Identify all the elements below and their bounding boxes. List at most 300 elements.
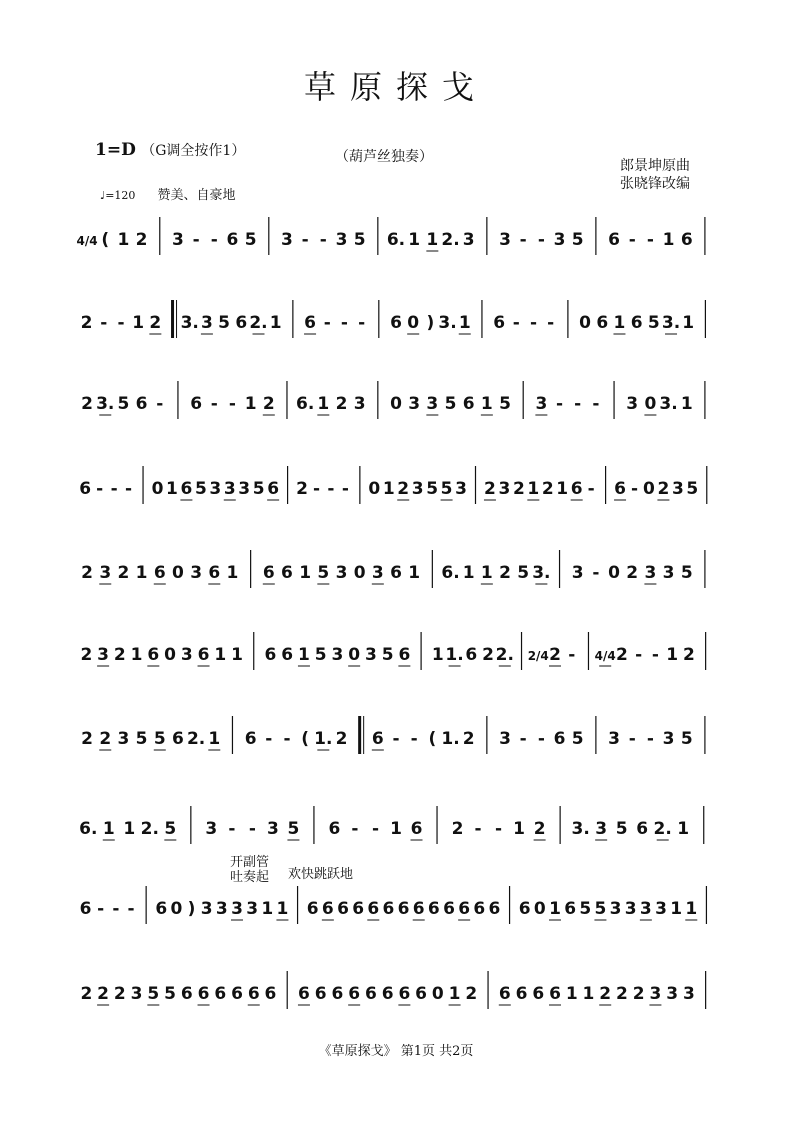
note: 3 [455, 479, 467, 499]
note: 6 [458, 899, 471, 919]
score-row-svg [78, 630, 714, 690]
note: 1 [480, 563, 493, 583]
note: 6 [564, 899, 577, 919]
note: - [125, 479, 133, 499]
note: 1 [670, 899, 683, 919]
note: - [574, 394, 582, 414]
perform-note-line-2: 吐奏起 [230, 870, 270, 885]
note: 2 [296, 479, 308, 499]
note: 5 [147, 984, 160, 1004]
note: 2 [484, 479, 496, 499]
note: 6 [630, 313, 643, 333]
note: - [117, 313, 125, 333]
note: 6. [441, 563, 460, 583]
note: 2 [465, 984, 478, 1004]
note: 5 [194, 479, 207, 499]
note: 6 [397, 899, 410, 919]
note: 6 [348, 984, 361, 1004]
score-row [78, 819, 714, 862]
note: - [358, 313, 366, 333]
note: 2 [599, 984, 612, 1004]
note: 2 [462, 729, 475, 749]
note: 5 [579, 899, 592, 919]
note: 3 [553, 230, 566, 250]
note: 5 [571, 230, 584, 250]
note: 3 [223, 479, 236, 499]
note: 1 [261, 899, 274, 919]
note: 6 [614, 479, 626, 499]
note: - [156, 394, 164, 414]
note: - [592, 563, 600, 583]
note: 3 [608, 729, 620, 749]
note: 1 [426, 230, 439, 250]
note: 0 [348, 645, 361, 665]
note: 1 [276, 899, 289, 919]
note: 3 [624, 899, 637, 919]
note: - [248, 819, 256, 839]
note: 0 [151, 479, 164, 499]
note: 3 [671, 479, 684, 499]
perform-note-line-1: 开副管 [230, 855, 270, 870]
note: 2 [135, 230, 148, 250]
note: 5 [444, 394, 457, 414]
note: 3 [639, 899, 652, 919]
note: - [651, 645, 659, 665]
note: 3 [498, 479, 511, 499]
note: 3 [644, 563, 657, 583]
note: - [529, 313, 538, 333]
note: 1. [441, 729, 460, 749]
note: 1. [445, 645, 464, 665]
note: 6 [226, 230, 239, 250]
note: 1 [390, 819, 402, 839]
note: 3 [626, 394, 639, 414]
note: 2 [80, 313, 93, 333]
note: 6 [415, 984, 428, 1004]
note: - [547, 313, 555, 333]
arranger: 张晓锋改编 [620, 176, 690, 192]
note: 5 [517, 563, 530, 583]
note: 2. [186, 729, 206, 749]
note: 6 [427, 899, 440, 919]
note: 1 [662, 230, 675, 250]
note: 3 [99, 563, 112, 583]
note: 0 [431, 984, 444, 1004]
key-signature [95, 140, 245, 160]
note: 6 [382, 899, 395, 919]
note: 3 [335, 230, 348, 250]
note: - [628, 729, 636, 749]
note: 2 [335, 729, 348, 749]
note: 1. [314, 729, 333, 749]
note: 5 [252, 479, 265, 499]
tempo [100, 184, 236, 203]
note: 0 [579, 313, 592, 333]
note: 6 [462, 394, 475, 414]
note: 6 [518, 899, 531, 919]
score-row [78, 313, 714, 356]
note: - [495, 819, 503, 839]
note: 5 [440, 479, 453, 499]
note: 6 [180, 984, 193, 1004]
note: 6 [281, 645, 294, 665]
note: 2 [113, 645, 126, 665]
note: 3 [266, 819, 279, 839]
note: 1 [513, 819, 526, 839]
note: 3 [190, 563, 203, 583]
note: 6 [214, 984, 227, 1004]
note: 5 [499, 394, 511, 414]
note: 6 [636, 819, 649, 839]
note: 6 [371, 729, 384, 749]
note: 6 [235, 313, 248, 333]
note: 6 [321, 899, 334, 919]
score-row [76, 230, 714, 273]
note: - [210, 394, 218, 414]
note: 1 [269, 313, 282, 333]
note: 1 [448, 984, 461, 1004]
note: 1 [132, 313, 145, 333]
note: 1 [480, 394, 493, 414]
note: 3 [353, 394, 366, 414]
note: - [327, 479, 335, 499]
note: 6 [304, 313, 316, 333]
note: 2 [80, 645, 93, 665]
note: - [474, 819, 482, 839]
note: 1 [117, 230, 130, 250]
note: 6 [390, 563, 402, 583]
note: 3 [209, 479, 222, 499]
note: - [319, 230, 327, 250]
note: 1 [408, 563, 421, 583]
note: 6 [549, 984, 561, 1004]
note: 3 [655, 899, 667, 919]
score-row [78, 394, 714, 437]
note: 1 [214, 645, 227, 665]
note: 3. [659, 394, 678, 414]
note: 5 [571, 729, 584, 749]
note: 5 [244, 230, 257, 250]
note: 6 [172, 729, 184, 749]
note: 6 [398, 984, 411, 1004]
note: 3 [215, 899, 228, 919]
note: 0 [368, 479, 381, 499]
note: 3 [117, 729, 130, 749]
note: - [371, 819, 380, 839]
note: 6 [331, 984, 344, 1004]
credits [620, 157, 690, 193]
score-row [78, 984, 714, 1027]
score-row-svg [78, 298, 714, 358]
note: 2/4 [527, 649, 549, 663]
note: 3 [200, 899, 213, 919]
note: 6. [295, 394, 315, 414]
note: - [301, 230, 309, 250]
note: - [110, 479, 118, 499]
note: 3 [662, 729, 675, 749]
note: 6. [386, 230, 406, 250]
note: 6 [553, 729, 566, 749]
note: 6 [197, 645, 210, 665]
note: 6 [306, 899, 319, 919]
note: 6 [79, 479, 92, 499]
score-row [78, 899, 714, 942]
note: 1 [677, 819, 690, 839]
note: 6 [328, 819, 341, 839]
note: 0 [643, 479, 655, 499]
note: 5 [287, 819, 300, 839]
note: 5 [426, 479, 439, 499]
note: 3 [595, 819, 608, 839]
note: 6 [410, 819, 423, 839]
note: 6 [473, 899, 486, 919]
note: 3 [535, 394, 548, 414]
note: 2 [97, 984, 110, 1004]
note: - [283, 729, 291, 749]
note: 2 [81, 563, 94, 583]
note: - [112, 899, 120, 919]
note: 6 [596, 313, 609, 333]
note: 1 [208, 729, 221, 749]
score-row-svg [78, 714, 714, 774]
note: 3 [666, 984, 679, 1004]
note: 1 [298, 645, 310, 665]
note: 6 [465, 645, 478, 665]
note: 1 [317, 394, 330, 414]
note: 1 [130, 645, 143, 665]
note: 6 [493, 313, 506, 333]
note: 2 [632, 984, 645, 1004]
note: 6 [197, 984, 210, 1004]
note: 3 [662, 563, 675, 583]
note: - [568, 645, 576, 665]
key-label: 1=D [95, 140, 136, 160]
note: 3 [682, 984, 695, 1004]
note: 5 [153, 729, 166, 749]
note: - [341, 479, 349, 499]
note: 5 [594, 899, 607, 919]
note: 1 [556, 479, 569, 499]
note: 2 [80, 984, 93, 1004]
note: 2 [482, 645, 494, 665]
note: - [630, 479, 639, 499]
note: - [312, 479, 321, 499]
note: 3 [205, 819, 218, 839]
note: 2 [113, 984, 126, 1004]
score-row-svg [78, 379, 714, 439]
note: - [96, 479, 104, 499]
tempo-mark: ♩=120 [100, 189, 136, 202]
note: 0 [164, 645, 176, 665]
page-title: 草原探戈 [303, 68, 488, 106]
note: 2 [81, 729, 94, 749]
note: 6 [498, 984, 511, 1004]
note: 2 [451, 819, 464, 839]
note: 5 [164, 819, 177, 839]
note: 0 [353, 563, 366, 583]
note: 1 [299, 563, 312, 583]
note: 2 [99, 729, 112, 749]
note: 6 [231, 984, 243, 1004]
note: - [228, 394, 236, 414]
key-note: （G调全按作1） [141, 143, 246, 159]
note: 3. [180, 313, 199, 333]
note: 3 [408, 394, 421, 414]
note: 3. [532, 563, 551, 583]
note: 5 [135, 729, 148, 749]
note: 0 [390, 394, 402, 414]
note: - [210, 230, 218, 250]
composer: 郎景坤原曲 [620, 158, 690, 174]
note: 2 [533, 819, 546, 839]
note: 0 [644, 394, 657, 414]
note: 5 [647, 313, 660, 333]
note: 6 [352, 899, 365, 919]
note: 4/4 [594, 649, 616, 663]
note: 6 [247, 984, 260, 1004]
note: 6 [281, 563, 293, 583]
note: 5 [615, 819, 628, 839]
note: 2. [441, 230, 460, 250]
note: ) [187, 899, 196, 919]
note: 3 [281, 230, 293, 250]
note: - [635, 645, 643, 665]
note: - [587, 479, 595, 499]
note: 3 [609, 899, 622, 919]
note: 5 [218, 313, 231, 333]
note: ( [428, 729, 437, 749]
note: 6 [367, 899, 380, 919]
note: 1 [527, 479, 540, 499]
note: 2 [81, 394, 94, 414]
note: 2 [499, 563, 511, 583]
note: 3 [238, 479, 251, 499]
note: 5 [680, 563, 693, 583]
note: - [410, 729, 418, 749]
note: 1 [613, 313, 626, 333]
note: - [340, 313, 348, 333]
note: 3 [499, 729, 511, 749]
note: 5 [117, 394, 130, 414]
note: 6 [135, 394, 148, 414]
score-row-svg [78, 464, 714, 524]
note: 6 [79, 899, 92, 919]
note: - [392, 729, 400, 749]
note: 3 [426, 394, 439, 414]
note: 2 [682, 645, 695, 665]
note: 3 [571, 563, 584, 583]
note: 3 [649, 984, 662, 1004]
note: 6 [608, 230, 620, 250]
note: 2 [626, 563, 639, 583]
note: 2. [495, 645, 514, 665]
note: 3 [462, 230, 475, 250]
note: 6 [153, 563, 166, 583]
mood-label-2: 欢快跳跃地 [288, 867, 354, 882]
note: 6 [443, 899, 455, 919]
note: 3 [411, 479, 424, 499]
note: 2. [140, 819, 159, 839]
note: 5 [317, 563, 330, 583]
note: 2 [616, 645, 628, 665]
note: 5 [680, 729, 693, 749]
note: 1 [244, 394, 257, 414]
note: 6 [155, 899, 168, 919]
score-row-svg [78, 884, 714, 944]
note: 3 [130, 984, 143, 1004]
score-row [78, 729, 714, 772]
note: 3 [331, 645, 344, 665]
instrument-label: （葫芦丝独奏） [335, 149, 433, 165]
score-row [78, 645, 714, 688]
note: 6 [515, 984, 528, 1004]
note: 0 [608, 563, 620, 583]
note: 5 [381, 645, 394, 665]
score-row-svg [78, 804, 714, 864]
note: 2 [117, 563, 130, 583]
note: 1 [458, 313, 471, 333]
note: 6 [488, 899, 501, 919]
note: - [265, 729, 273, 749]
note: - [646, 729, 654, 749]
note: 3 [499, 230, 511, 250]
score-row-svg [78, 215, 714, 275]
note: 2 [616, 984, 628, 1004]
note: - [628, 230, 636, 250]
note: ) [426, 313, 435, 333]
note: - [127, 899, 135, 919]
note: - [192, 230, 200, 250]
note: - [646, 230, 654, 250]
note: - [97, 899, 105, 919]
note: - [228, 819, 236, 839]
note: 2. [653, 819, 672, 839]
note: 6 [208, 563, 221, 583]
note: 6 [398, 645, 411, 665]
note: 0 [533, 899, 546, 919]
note: 1 [226, 563, 239, 583]
note: 6 [180, 479, 193, 499]
note: 3 [371, 563, 384, 583]
note: 6 [298, 984, 310, 1004]
note: ( [301, 729, 310, 749]
note: 2 [335, 394, 348, 414]
note: 2 [262, 394, 275, 414]
note: - [592, 394, 600, 414]
note: 3 [246, 899, 259, 919]
note: 2 [657, 479, 670, 499]
note: 2. [249, 313, 268, 333]
note: 1 [682, 313, 695, 333]
note: 6 [364, 984, 377, 1004]
note: - [519, 230, 527, 250]
score-row-svg [78, 969, 714, 1029]
note: 6 [390, 313, 402, 333]
mood-label: 赞美、自豪地 [157, 188, 236, 203]
note: - [512, 313, 520, 333]
note: 1 [123, 819, 136, 839]
note: 1 [102, 819, 115, 839]
note: 1 [666, 645, 679, 665]
score-row [78, 479, 714, 522]
note: 6 [381, 984, 394, 1004]
note: 1 [680, 394, 693, 414]
note: 2 [512, 479, 525, 499]
note: - [323, 313, 331, 333]
note: 3. [438, 313, 457, 333]
note: 1 [382, 479, 395, 499]
note: - [100, 313, 108, 333]
